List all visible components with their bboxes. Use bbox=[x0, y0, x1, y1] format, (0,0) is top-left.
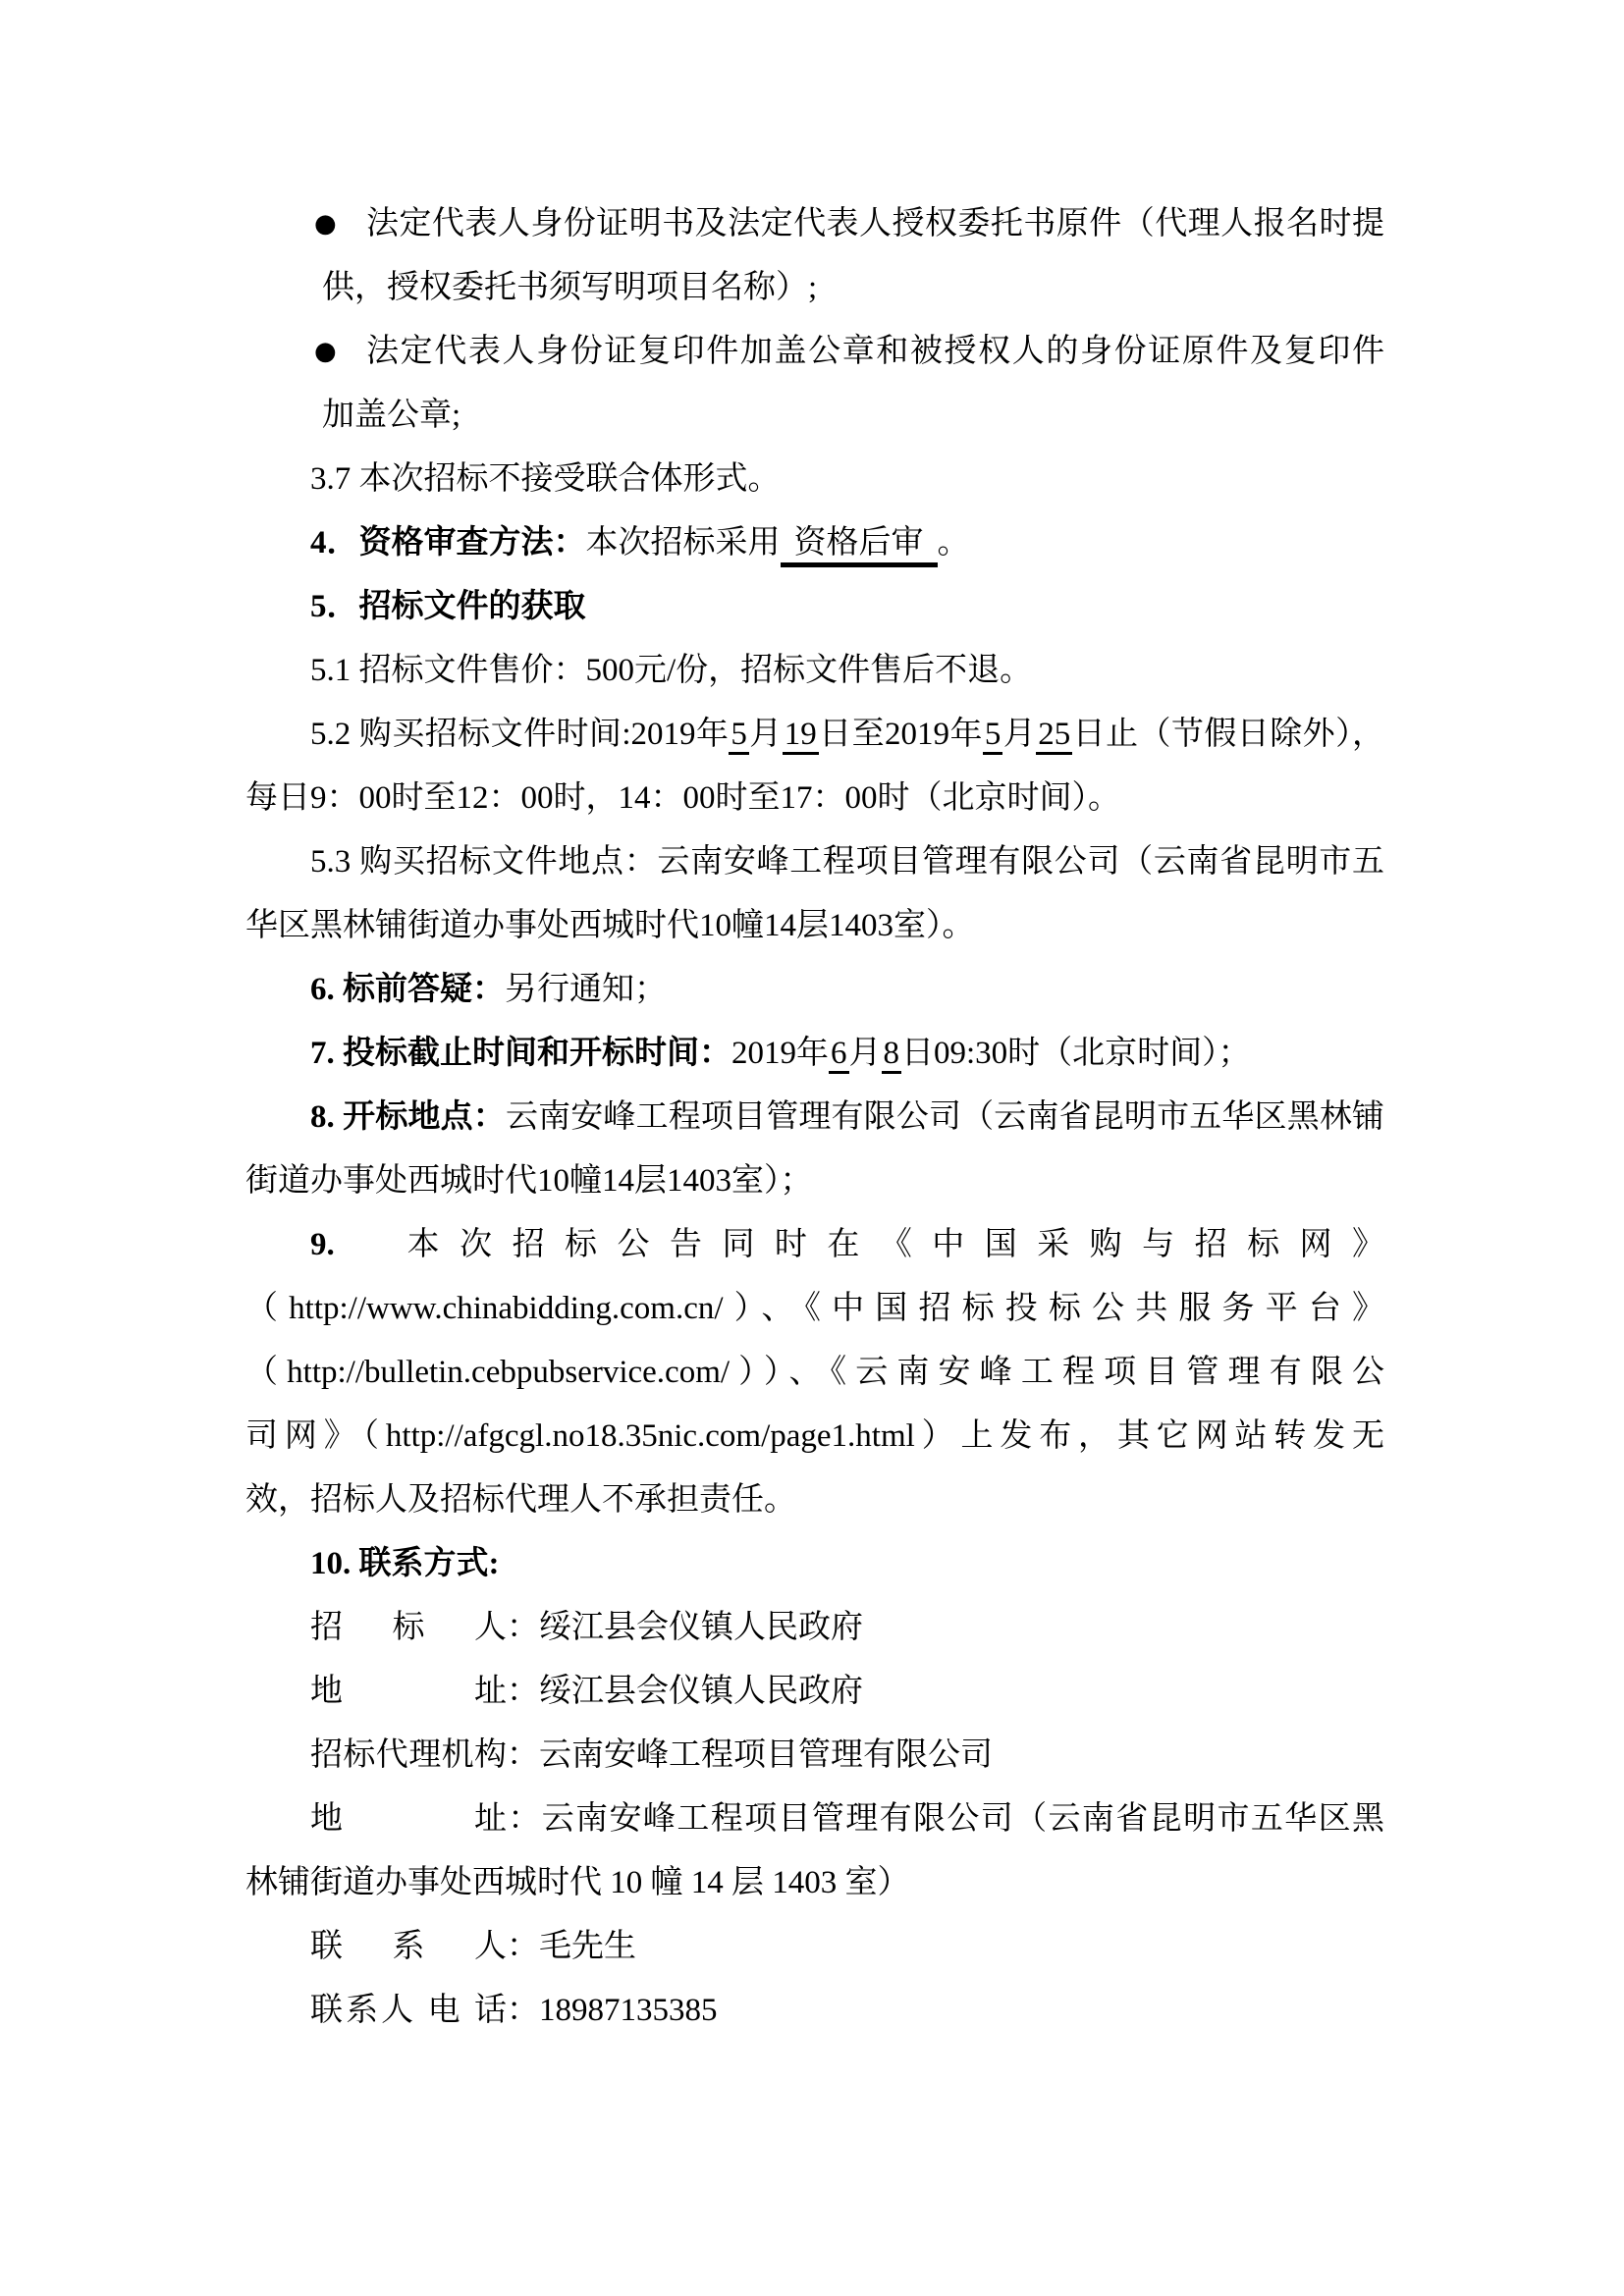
section-4-period: 。 bbox=[937, 525, 970, 561]
section-7-heading: 7. 投标截止时间和开标时间： bbox=[310, 1036, 731, 1071]
contact-row-address-2-line-1 bbox=[245, 1788, 1384, 1851]
section-9-url-3: 司网》（http://afgcgl.no18.35nic.com/page1.html）上发布，其它网站转发无 bbox=[245, 1418, 1384, 1454]
contact-row-address-2-line-2 bbox=[245, 1851, 1384, 1915]
section-4-underlined-value: 资格后审 bbox=[781, 525, 938, 567]
para-5-3-line-2 bbox=[245, 894, 1384, 958]
contact-colon: ： bbox=[507, 1801, 542, 1837]
section-8-heading: 8. 开标地点： bbox=[310, 1099, 506, 1135]
section-4-text: 本次招标采用 bbox=[585, 525, 781, 561]
section-10-heading-text: 10. 联系方式: bbox=[310, 1546, 500, 1581]
contact-value-phone: 18987135385 bbox=[539, 1993, 718, 2028]
contact-value-person: 毛先生 bbox=[539, 1929, 636, 1964]
contact-label-phone: 联系人 电 话 bbox=[310, 1993, 507, 2028]
section-7-tail: 日09:30时（北京时间）； bbox=[901, 1036, 1251, 1071]
section-6-text: 另行通知； bbox=[505, 972, 667, 1007]
para-5-2-sep-3: 月 bbox=[1002, 717, 1037, 752]
section-9-line-1 bbox=[245, 1213, 1384, 1277]
contact-colon: ： bbox=[507, 1674, 539, 1709]
section-9-number: 9. bbox=[310, 1227, 335, 1262]
section-9-url-1: （http://www.chinabidding.com.cn/）、《中国招标投标公共服务平台》 bbox=[245, 1291, 1384, 1326]
section-7-sep: 月 bbox=[848, 1036, 882, 1071]
para-5-2-text-cont: 每日9：00时至12：00时，14：00时至17：00时（北京时间）。 bbox=[245, 780, 1120, 816]
section-9-line-3 bbox=[245, 1341, 1384, 1405]
bullet-item-1-text-cont: 供，授权委托书须写明项目名称）; bbox=[322, 270, 818, 305]
bullet-item-2-text: 法定代表人身份证复印件加盖公章和被授权人的身份证原件及复印件 bbox=[366, 334, 1384, 369]
bullet-item-2-line-1 bbox=[245, 320, 1384, 384]
section-7-text: 2019年 bbox=[731, 1036, 829, 1071]
contact-label-person: 联系人 bbox=[310, 1929, 507, 1964]
contact-value-address-2: 云南安峰工程项目管理有限公司（云南省昆明市五华区黑 bbox=[541, 1801, 1385, 1837]
section-4-line bbox=[245, 511, 1384, 575]
section-9-line-5 bbox=[245, 1468, 1384, 1532]
bullet-icon: ● bbox=[314, 337, 337, 366]
contact-row-agency bbox=[245, 1724, 1384, 1788]
para-5-2-tail: 日止（节假日除外）， bbox=[1072, 717, 1385, 752]
para-5-3-text: 5.3 购买招标文件地点：云南安峰工程项目管理有限公司（云南省昆明市五 bbox=[310, 844, 1384, 880]
contact-value-address-1: 绥江县会仪镇人民政府 bbox=[539, 1674, 863, 1709]
contact-value-agency: 云南安峰工程项目管理有限公司 bbox=[539, 1737, 993, 1773]
section-5-heading-text: 5．招标文件的获取 bbox=[310, 589, 586, 624]
contact-label-address-1: 地址 bbox=[310, 1674, 507, 1709]
section-9-text: 本次招标公告同时在《中国采购与招标网》 bbox=[334, 1227, 1384, 1262]
para-5-1 bbox=[245, 639, 1384, 703]
para-5-2-day-2: 25 bbox=[1036, 717, 1072, 755]
para-5-1-text: 5.1 招标文件售价：500元/份，招标文件售后不退。 bbox=[310, 653, 1033, 688]
para-5-2-month-2: 5 bbox=[983, 717, 1003, 755]
section-9-text-cont: 效，招标人及招标代理人不承担责任。 bbox=[245, 1482, 796, 1518]
section-10-heading bbox=[245, 1532, 1384, 1596]
para-5-2-text: 5.2 购买招标文件时间:2019年 bbox=[310, 717, 730, 752]
section-8-line-1 bbox=[245, 1086, 1384, 1149]
contact-value-address-2-cont: 林铺街道办事处西城时代 10 幢 14 层 1403 室） bbox=[245, 1865, 910, 1900]
contact-colon: ： bbox=[507, 1737, 539, 1773]
contact-label-agency: 招标代理机构 bbox=[310, 1737, 507, 1773]
section-7-line bbox=[245, 1022, 1384, 1086]
bullet-item-1-line-2 bbox=[245, 256, 1384, 320]
contact-row-person bbox=[245, 1915, 1384, 1979]
para-5-2-day-1: 19 bbox=[783, 717, 819, 755]
para-5-3-text-cont: 华区黑林铺街道办事处西城时代10幢14层1403室）。 bbox=[245, 908, 975, 943]
para-5-2-sep-1: 月 bbox=[748, 717, 783, 752]
bullet-item-1-text: 法定代表人身份证明书及法定代表人授权委托书原件（代理人报名时提 bbox=[366, 206, 1384, 241]
para-3-7 bbox=[245, 448, 1384, 511]
section-7-month: 6 bbox=[829, 1036, 849, 1074]
section-9-url-2: （http://bulletin.cebpubservice.com/））、《云南安峰工程项目管理有限公 bbox=[245, 1355, 1384, 1390]
section-4-heading: 4．资格审查方法： bbox=[310, 525, 586, 561]
contact-label-tenderee: 招标人 bbox=[310, 1610, 507, 1645]
section-8-text: 云南安峰工程项目管理有限公司（云南省昆明市五华区黑林铺 bbox=[505, 1099, 1384, 1135]
section-5-heading bbox=[245, 575, 1384, 639]
section-9-line-2 bbox=[245, 1277, 1384, 1341]
para-5-2-sep-2: 日至2019年 bbox=[818, 717, 983, 752]
para-5-2-month-1: 5 bbox=[729, 717, 749, 755]
section-8-text-cont: 街道办事处西城时代10幢14层1403室）； bbox=[245, 1163, 813, 1199]
contact-colon: ： bbox=[507, 1929, 539, 1964]
contact-row-tenderee bbox=[245, 1596, 1384, 1660]
bullet-item-1-line-1 bbox=[245, 192, 1384, 256]
para-5-3-line-1 bbox=[245, 830, 1384, 894]
para-5-2-line-1 bbox=[245, 703, 1384, 767]
para-3-7-text: 3.7 本次招标不接受联合体形式。 bbox=[310, 461, 781, 497]
section-6-line bbox=[245, 958, 1384, 1022]
bullet-item-2-text-cont: 加盖公章; bbox=[322, 398, 461, 433]
section-6-heading: 6. 标前答疑： bbox=[310, 972, 505, 1007]
contact-value-tenderee: 绥江县会仪镇人民政府 bbox=[539, 1610, 863, 1645]
section-9-line-4 bbox=[245, 1405, 1384, 1468]
section-8-line-2 bbox=[245, 1149, 1384, 1213]
para-5-2-line-2 bbox=[245, 767, 1384, 830]
contact-row-address-1 bbox=[245, 1660, 1384, 1724]
section-7-day: 8 bbox=[882, 1036, 902, 1074]
contact-row-phone bbox=[245, 1979, 1384, 2043]
bullet-icon: ● bbox=[314, 209, 337, 239]
contact-label-address-2: 地址 bbox=[310, 1801, 507, 1837]
contact-colon: ： bbox=[507, 1993, 539, 2028]
contact-colon: ： bbox=[507, 1610, 539, 1645]
bullet-item-2-line-2 bbox=[245, 384, 1384, 448]
document-content bbox=[245, 192, 1384, 2043]
